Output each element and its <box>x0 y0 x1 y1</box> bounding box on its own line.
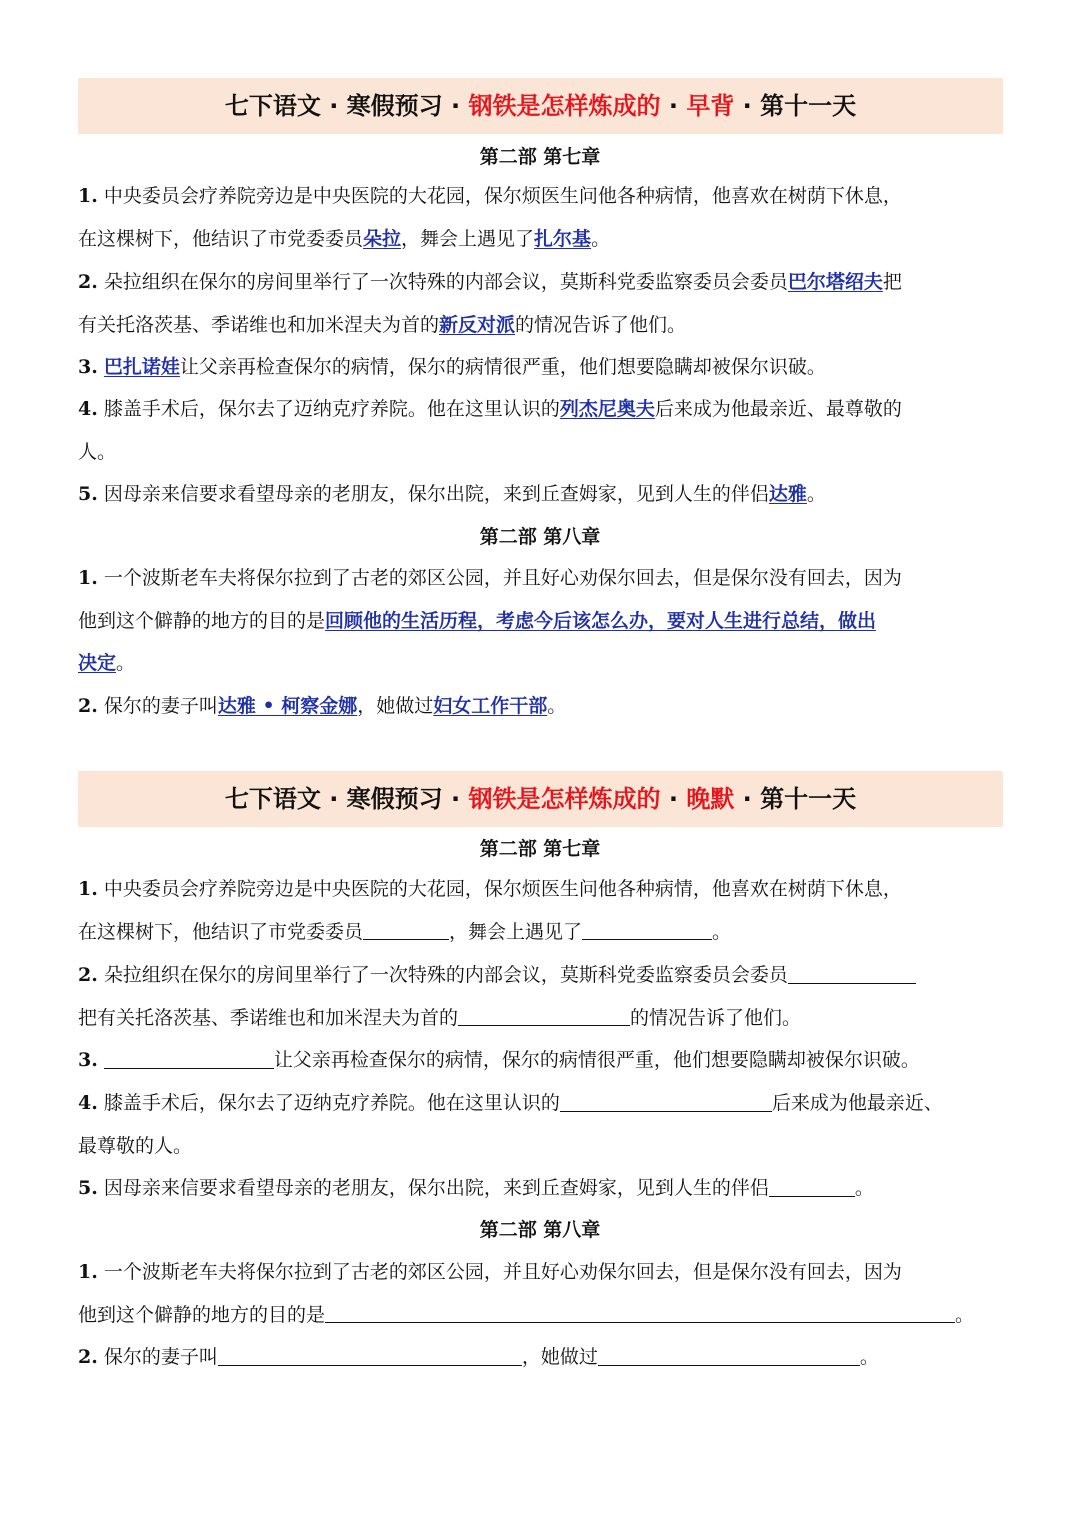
banner-mode: 早背 <box>686 92 735 120</box>
banner-mode: 晚默 <box>686 785 735 813</box>
question-text: 。 <box>591 227 611 250</box>
section-banner-evening <box>78 771 1003 827</box>
question-2 <box>78 261 1008 346</box>
question-text: 有关托洛茨基、季诺维也和加米涅夫为首的 <box>78 313 440 336</box>
answer-text: 决定 <box>78 652 117 674</box>
question-text: 在这棵树下，他结识了市党委委员 <box>78 920 364 943</box>
question-line <box>78 261 1008 304</box>
question-number: 1. <box>78 1261 98 1283</box>
chapter-heading: 第二部 第七章 <box>479 146 601 168</box>
question-text: 他到这个僻静的地方的目的是 <box>78 609 326 632</box>
answer-blank[interactable] <box>582 919 712 940</box>
question-text: 因母亲来信要求看望母亲的老朋友，保尔出院，来到丘查姆家，见到人生的伴侣 <box>97 1177 769 1199</box>
chapter-heading: 第二部 第八章 <box>479 1219 601 1241</box>
answer-text: 新反对派 <box>439 313 516 336</box>
question-number: 2. <box>78 695 98 717</box>
question-line <box>78 642 1008 685</box>
question-text: 后来成为他最亲近、最尊敬的 <box>654 398 902 420</box>
banner-book-title: 钢铁是怎样炼成的 <box>468 92 661 120</box>
question-text: 保尔的妻子叫 <box>97 1346 218 1368</box>
question-line <box>78 473 1008 516</box>
banner-prefix: 七下语文 · 寒假预习 · <box>224 92 469 120</box>
question-text: 保尔的妻子叫 <box>97 695 218 717</box>
question-line <box>78 346 1008 389</box>
banner-book-title: 钢铁是怎样炼成的 <box>468 785 661 813</box>
question-number: 5. <box>78 1177 98 1199</box>
question-number: 3. <box>78 356 98 378</box>
answer-text: 巴扎诺娃 <box>103 356 180 378</box>
question-line <box>78 1039 1008 1082</box>
question-line <box>78 868 1008 911</box>
answer-text: 巴尔塔绍夫 <box>787 271 883 293</box>
question-text: 。 <box>859 1346 879 1368</box>
answer-blank[interactable] <box>560 1091 772 1112</box>
question-1 <box>78 868 1008 953</box>
answer-blank[interactable] <box>598 1345 860 1366</box>
chapter-heading: 第二部 第七章 <box>479 838 601 860</box>
banner-day: 第十一天 <box>760 785 857 813</box>
answer-blank[interactable] <box>769 1176 855 1197</box>
question-text: 把 <box>882 271 902 293</box>
question-text: 朵拉组织在保尔的房间里举行了一次特殊的内部会议，莫斯科党委监察委员会委员 <box>97 964 788 986</box>
question-text: 他到这个僻静的地方的目的是 <box>78 1303 326 1326</box>
question-line <box>78 557 1008 600</box>
question-2 <box>78 954 1008 1039</box>
question-text: 让父亲再检查保尔的病情，保尔的病情很严重，他们想要隐瞒却被保尔识破。 <box>179 356 826 378</box>
question-5 <box>78 473 1008 516</box>
question-text: 在这棵树下，他结识了市党委委员 <box>78 227 364 250</box>
question-number: 4. <box>78 1092 98 1114</box>
question-text: ，她做过 <box>521 1346 598 1368</box>
question-text: 后来成为他最亲近、 <box>771 1092 943 1114</box>
question-text: 。 <box>955 1303 975 1326</box>
banner-separator: · <box>734 785 761 813</box>
question-text: ，舞会上遇见了 <box>449 920 583 943</box>
question-number: 3. <box>78 1049 98 1071</box>
question-text: 朵拉组织在保尔的房间里举行了一次特殊的内部会议，莫斯科党委监察委员会委员 <box>97 271 788 293</box>
question-line <box>78 997 1008 1040</box>
chapter8-question-1 <box>78 1251 1008 1336</box>
question-text: 。 <box>547 695 567 717</box>
answer-blank[interactable] <box>325 1302 955 1323</box>
chapter8-question-2 <box>78 1336 1008 1379</box>
answer-blank[interactable] <box>363 919 449 940</box>
question-number: 1. <box>78 567 98 589</box>
question-text: ，她做过 <box>357 695 434 717</box>
answer-text: 达雅 <box>768 483 807 505</box>
question-4 <box>78 1082 1008 1167</box>
question-number: 2. <box>78 271 98 293</box>
question-text: 一个波斯老车夫将保尔拉到了古老的郊区公园，并且好心劝保尔回去，但是保尔没有回去，因为 <box>97 567 902 589</box>
question-line <box>78 685 1008 728</box>
question-3 <box>78 1039 1008 1082</box>
question-text: 膝盖手术后，保尔去了迈纳克疗养院。他在这里认识的 <box>97 1092 560 1114</box>
answer-text: 妇女工作干部 <box>433 695 548 717</box>
question-line <box>78 954 1008 997</box>
answer-text: 达雅 • 柯察金娜 <box>217 695 358 717</box>
question-line <box>78 1082 1008 1125</box>
banner-day: 第十一天 <box>760 92 857 120</box>
question-line <box>78 175 1008 218</box>
answer-text: 回顾他的生活历程，考虑今后该怎么办，要对人生进行总结，做出 <box>325 609 877 632</box>
chapter8-question-2 <box>78 685 1008 728</box>
banner-prefix: 七下语文 · 寒假预习 · <box>224 785 469 813</box>
question-number: 1. <box>78 878 98 900</box>
chapter8-question-1 <box>78 557 1008 685</box>
question-text: 中央委员会疗养院旁边是中央医院的大花园，保尔烦医生问他各种病情，他喜欢在树荫下休息， <box>97 878 902 900</box>
question-number: 2. <box>78 964 98 986</box>
question-text: 让父亲再检查保尔的病情，保尔的病情很严重，他们想要隐瞒却被保尔识破。 <box>273 1049 920 1071</box>
question-text: 。 <box>116 652 136 674</box>
question-number: 2. <box>78 1346 98 1368</box>
question-text: ，舞会上遇见了 <box>401 227 535 250</box>
question-line <box>78 218 1008 261</box>
question-text: 。 <box>712 920 732 943</box>
answer-text: 列杰尼奥夫 <box>559 398 655 420</box>
question-text: 。 <box>806 483 826 505</box>
question-line: 人。 <box>78 440 117 463</box>
question-text: 膝盖手术后，保尔去了迈纳克疗养院。他在这里认识的 <box>97 398 560 420</box>
question-text: 因母亲来信要求看望母亲的老朋友，保尔出院，来到丘查姆家，见到人生的伴侣 <box>97 483 769 505</box>
question-line <box>78 388 1008 431</box>
question-number: 5. <box>78 483 98 505</box>
question-line <box>78 600 1008 643</box>
question-line <box>78 1251 1008 1294</box>
chapter-heading: 第二部 第八章 <box>479 526 601 548</box>
question-text: 。 <box>854 1177 874 1199</box>
question-line <box>78 1336 1008 1379</box>
question-text: 中央委员会疗养院旁边是中央医院的大花园，保尔烦医生问他各种病情，他喜欢在树荫下休息， <box>97 185 902 207</box>
answer-text: 朵拉 <box>363 227 402 250</box>
question-text: 的情况告诉了他们。 <box>515 313 687 336</box>
answer-blank[interactable] <box>218 1345 522 1366</box>
question-text: 的情况告诉了他们。 <box>630 1006 802 1029</box>
question-4 <box>78 388 1008 473</box>
question-text: 把有关托洛茨基、季诺维也和加米涅夫为首的 <box>78 1006 459 1029</box>
question-line <box>78 911 1008 954</box>
question-3 <box>78 346 1008 389</box>
banner-separator: · <box>660 92 687 120</box>
question-line: 最尊敬的人。 <box>78 1134 193 1157</box>
banner-separator: · <box>734 92 761 120</box>
question-number: 1. <box>78 185 98 207</box>
question-text: 一个波斯老车夫将保尔拉到了古老的郊区公园，并且好心劝保尔回去，但是保尔没有回去，因为 <box>97 1261 902 1283</box>
answer-blank[interactable] <box>788 963 916 984</box>
section-banner-morning <box>78 78 1003 134</box>
answer-blank[interactable] <box>458 1005 630 1026</box>
answer-blank[interactable] <box>104 1048 274 1069</box>
question-line <box>78 304 1008 347</box>
banner-separator: · <box>660 785 687 813</box>
question-number: 4. <box>78 398 98 420</box>
question-line <box>78 1294 1008 1337</box>
question-5 <box>78 1167 1008 1210</box>
question-line <box>78 1167 1008 1210</box>
answer-text: 扎尔基 <box>534 227 592 250</box>
question-1 <box>78 175 1008 260</box>
